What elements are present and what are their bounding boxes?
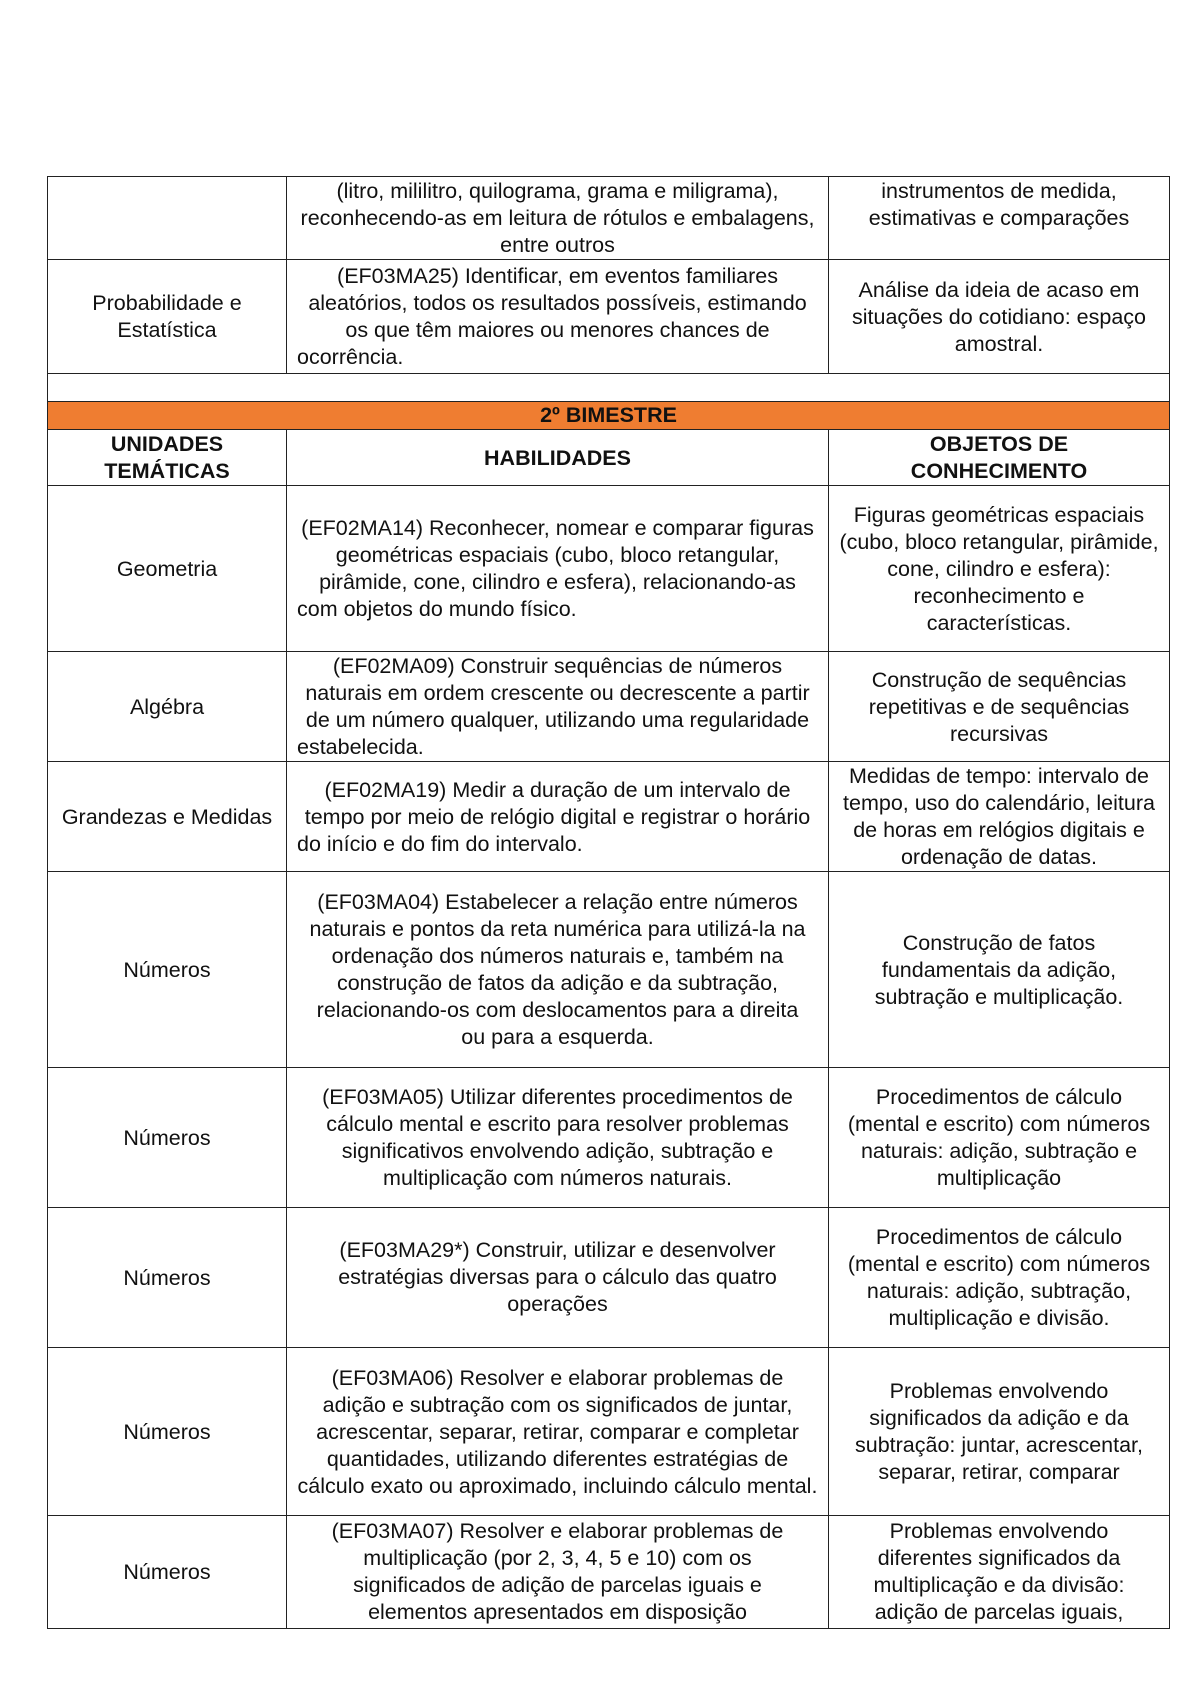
habilidade-cell: (EF03MA29*) Construir, utilizar e desenvolver estratégias diversas para o cálculo das quatro operações [287, 1208, 829, 1348]
objeto-cell: Figuras geométricas espaciais (cubo, bloco retangular, pirâmide, cone, cilindro e esfera): reconhecimento e características. [829, 486, 1170, 652]
habilidade-cell: (EF03MA06) Resolver e elaborar problemas de adição e subtração com os significados de juntar, acrescentar, separar, retirar, comparar e completar quantidades, utilizando diferentes estratégias de cálculo exato ou aproximado, incluindo cálculo mental. [287, 1348, 829, 1516]
unidade-cell: Números [48, 1348, 287, 1516]
table-row [48, 652, 1170, 762]
header-unidades: UNIDADES TEMÁTICAS [48, 430, 287, 486]
header-habilidades: HABILIDADES [287, 430, 829, 486]
habilidade-cell: (litro, mililitro, quilograma, grama e miligrama), reconhecendo-as em leitura de rótulos e embalagens, entre outros [287, 177, 829, 260]
habilidade-cell: (EF03MA07) Resolver e elaborar problemas de multiplicação (por 2, 3, 4, 5 e 10) com os significados de adição de parcelas iguais e elementos apresentados em disposição [287, 1516, 829, 1629]
spacer-cell [48, 374, 1170, 402]
habilidade-cell: (EF02MA09) Construir sequências de números naturais em ordem crescente ou decrescente a partir de um número qualquer, utilizando uma regularidade estabelecida. [287, 652, 829, 762]
table-row [48, 177, 1170, 260]
curriculum-table [47, 176, 1170, 1629]
unidade-cell: Algébra [48, 652, 287, 762]
table-row [48, 872, 1170, 1068]
table-row [48, 260, 1170, 374]
unidade-cell: Números [48, 1516, 287, 1629]
unidade-cell: Números [48, 1208, 287, 1348]
habilidade-cell: (EF03MA05) Utilizar diferentes procedimentos de cálculo mental e escrito para resolver problemas significativos envolvendo adição, subtração e multiplicação com números naturais. [287, 1068, 829, 1208]
objeto-cell: instrumentos de medida, estimativas e comparações [829, 177, 1170, 260]
table-row [48, 1348, 1170, 1516]
unidade-cell: Grandezas e Medidas [48, 762, 287, 872]
table-row [48, 1516, 1170, 1629]
spacer-row [48, 374, 1170, 402]
habilidade-cell: (EF02MA14) Reconhecer, nomear e comparar figuras geométricas espaciais (cubo, bloco retangular, pirâmide, cone, cilindro e esfera), relacionando-as com objetos do mundo físico. [287, 486, 829, 652]
bimestre-row [48, 402, 1170, 430]
objeto-cell: Procedimentos de cálculo (mental e escrito) com números naturais: adição, subtração, multiplicação e divisão. [829, 1208, 1170, 1348]
habilidade-cell: (EF03MA04) Estabelecer a relação entre números naturais e pontos da reta numérica para utilizá-la na ordenação dos números naturais e, também na construção de fatos da adição e da subtração, relacionando-os com deslocamentos para a direita ou para a esquerda. [287, 872, 829, 1068]
table-row [48, 762, 1170, 872]
table-row [48, 1068, 1170, 1208]
bimestre-title: 2º BIMESTRE [48, 402, 1170, 430]
unidade-cell: Números [48, 1068, 287, 1208]
table-row [48, 1208, 1170, 1348]
habilidade-cell: (EF03MA25) Identificar, em eventos familiares aleatórios, todos os resultados possíveis, estimando os que têm maiores ou menores chances de ocorrência. [287, 260, 829, 374]
unidade-cell: Probabilidade e Estatística [48, 260, 287, 374]
objeto-cell: Procedimentos de cálculo (mental e escrito) com números naturais: adição, subtração e multiplicação [829, 1068, 1170, 1208]
objeto-cell: Análise da ideia de acaso em situações do cotidiano: espaço amostral. [829, 260, 1170, 374]
unidade-cell: Geometria [48, 486, 287, 652]
table-row [48, 486, 1170, 652]
habilidade-cell: (EF02MA19) Medir a duração de um intervalo de tempo por meio de relógio digital e registrar o horário do início e do fim do intervalo. [287, 762, 829, 872]
unidade-cell [48, 177, 287, 260]
unidade-cell: Números [48, 872, 287, 1068]
objeto-cell: Medidas de tempo: intervalo de tempo, uso do calendário, leitura de horas em relógios digitais e ordenação de datas. [829, 762, 1170, 872]
objeto-cell: Problemas envolvendo diferentes significados da multiplicação e da divisão: adição de parcelas iguais, [829, 1516, 1170, 1629]
objeto-cell: Problemas envolvendo significados da adição e da subtração: juntar, acrescentar, separar, retirar, comparar [829, 1348, 1170, 1516]
header-objetos: OBJETOS DE CONHECIMENTO [829, 430, 1170, 486]
objeto-cell: Construção de sequências repetitivas e de sequências recursivas [829, 652, 1170, 762]
header-row [48, 430, 1170, 486]
objeto-cell: Construção de fatos fundamentais da adição, subtração e multiplicação. [829, 872, 1170, 1068]
